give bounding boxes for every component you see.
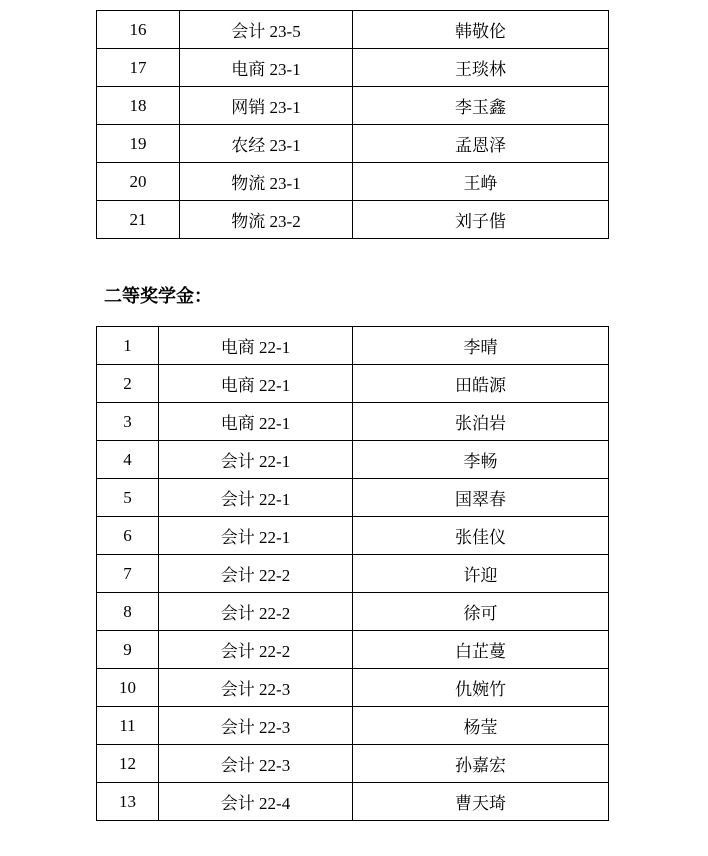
- table-row: [97, 555, 609, 593]
- table-body: [97, 327, 609, 821]
- class-name: 会计 22-1: [159, 517, 353, 555]
- student-name: 白芷蔓: [353, 631, 609, 669]
- student-name: 孙嘉宏: [353, 745, 609, 783]
- student-name: 李晴: [353, 327, 609, 365]
- table-row: [97, 163, 609, 201]
- table-row: [97, 593, 609, 631]
- row-number: 21: [97, 201, 180, 239]
- class-name: 会计 22-3: [159, 745, 353, 783]
- student-name: 田皓源: [353, 365, 609, 403]
- first-prize-table-continued: [96, 10, 609, 239]
- class-name: 物流 23-1: [180, 163, 353, 201]
- class-name: 会计 22-1: [159, 441, 353, 479]
- student-name: 孟恩泽: [353, 125, 609, 163]
- table-row: [97, 669, 609, 707]
- row-number: 16: [97, 11, 180, 49]
- student-name: 张佳仪: [353, 517, 609, 555]
- student-name: 杨莹: [353, 707, 609, 745]
- student-name: 曹天琦: [353, 783, 609, 821]
- second-prize-heading: 二等奖学金：: [104, 286, 212, 307]
- class-name: 会计 23-5: [180, 11, 353, 49]
- row-number: 10: [97, 669, 159, 707]
- student-name: 李畅: [353, 441, 609, 479]
- student-name: 王琰林: [353, 49, 609, 87]
- table-row: [97, 11, 609, 49]
- class-name: 会计 22-2: [159, 555, 353, 593]
- class-name: 农经 23-1: [180, 125, 353, 163]
- student-name: 许迎: [353, 555, 609, 593]
- table-row: [97, 631, 609, 669]
- student-name: 李玉鑫: [353, 87, 609, 125]
- student-name: 徐可: [353, 593, 609, 631]
- row-number: 8: [97, 593, 159, 631]
- class-name: 会计 22-2: [159, 631, 353, 669]
- row-number: 6: [97, 517, 159, 555]
- table-row: [97, 327, 609, 365]
- table-row: [97, 201, 609, 239]
- class-name: 电商 22-1: [159, 403, 353, 441]
- table-body: [97, 11, 609, 239]
- class-name: 电商 23-1: [180, 49, 353, 87]
- class-name: 电商 22-1: [159, 365, 353, 403]
- second-prize-table: [96, 326, 609, 821]
- table-row: [97, 745, 609, 783]
- table-row: [97, 87, 609, 125]
- student-name: 国翠春: [353, 479, 609, 517]
- class-name: 网销 23-1: [180, 87, 353, 125]
- row-number: 1: [97, 327, 159, 365]
- class-name: 会计 22-3: [159, 707, 353, 745]
- table-row: [97, 783, 609, 821]
- student-name: 刘子偕: [353, 201, 609, 239]
- row-number: 19: [97, 125, 180, 163]
- row-number: 5: [97, 479, 159, 517]
- class-name: 电商 22-1: [159, 327, 353, 365]
- row-number: 13: [97, 783, 159, 821]
- student-name: 王峥: [353, 163, 609, 201]
- row-number: 2: [97, 365, 159, 403]
- row-number: 3: [97, 403, 159, 441]
- class-name: 物流 23-2: [180, 201, 353, 239]
- row-number: 17: [97, 49, 180, 87]
- class-name: 会计 22-4: [159, 783, 353, 821]
- row-number: 20: [97, 163, 180, 201]
- student-name: 张泊岩: [353, 403, 609, 441]
- row-number: 9: [97, 631, 159, 669]
- table-row: [97, 479, 609, 517]
- student-name: 韩敬伦: [353, 11, 609, 49]
- class-name: 会计 22-2: [159, 593, 353, 631]
- row-number: 12: [97, 745, 159, 783]
- row-number: 7: [97, 555, 159, 593]
- class-name: 会计 22-3: [159, 669, 353, 707]
- row-number: 4: [97, 441, 159, 479]
- table-row: [97, 403, 609, 441]
- table-row: [97, 517, 609, 555]
- class-name: 会计 22-1: [159, 479, 353, 517]
- student-name: 仇婉竹: [353, 669, 609, 707]
- table-row: [97, 125, 609, 163]
- table-row: [97, 49, 609, 87]
- table-row: [97, 441, 609, 479]
- table-row: [97, 365, 609, 403]
- row-number: 11: [97, 707, 159, 745]
- table-row: [97, 707, 609, 745]
- row-number: 18: [97, 87, 180, 125]
